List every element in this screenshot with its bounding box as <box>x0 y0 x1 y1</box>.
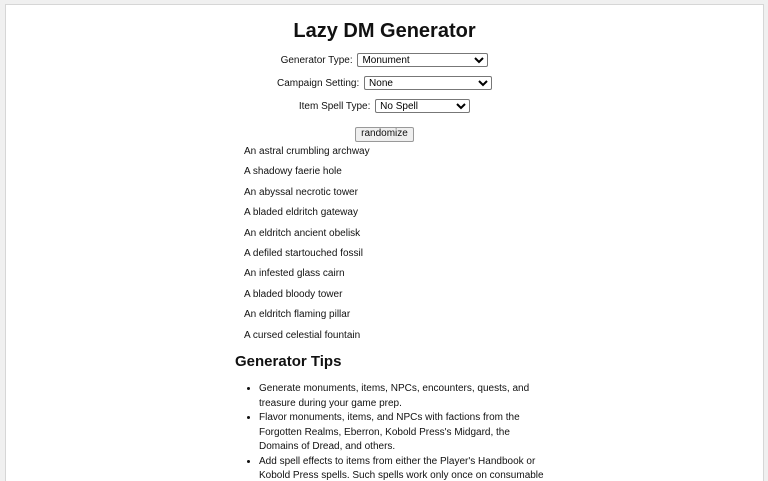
results-list <box>244 145 370 349</box>
result-item: A shadowy faerie hole <box>244 165 370 185</box>
page-frame <box>5 4 764 481</box>
item-spell-type-select[interactable] <box>375 99 470 113</box>
tips-list <box>245 382 549 481</box>
campaign-setting-row <box>6 76 763 91</box>
result-item: An eldritch ancient obelisk <box>244 227 370 247</box>
result-item: A bladed eldritch gateway <box>244 206 370 226</box>
result-item: A cursed celestial fountain <box>244 329 370 349</box>
page-title: Lazy DM Generator <box>6 19 763 43</box>
item-spell-type-row <box>6 99 763 114</box>
tip-item: • Add spell effects to items from either the Player's Handbook or Kobold Press spells. Such spells work only once on consumable <box>259 455 549 481</box>
result-item: An astral crumbling archway <box>244 145 370 165</box>
tip-item: • Flavor monuments, items, and NPCs with factions from the Forgotten Realms, Eberron, Kobold Press's Midgard, the Domains of Dread, and others. <box>259 411 549 455</box>
generator-type-row <box>6 53 763 68</box>
generator-type-select[interactable] <box>357 53 488 67</box>
result-item: A defiled startouched fossil <box>244 247 370 267</box>
result-item: An infested glass cairn <box>244 267 370 287</box>
result-item: An abyssal necrotic tower <box>244 186 370 206</box>
tip-item: • Generate monuments, items, NPCs, encounters, quests, and treasure during your game prep. <box>259 382 549 411</box>
campaign-setting-select[interactable] <box>364 76 492 90</box>
generator-type-label: Generator Type: <box>281 55 353 66</box>
result-item: A bladed bloody tower <box>244 288 370 308</box>
campaign-setting-label: Campaign Setting: <box>277 78 359 89</box>
result-item: An eldritch flaming pillar <box>244 308 370 328</box>
randomize-button[interactable]: randomize <box>355 127 414 142</box>
tips-heading: Generator Tips <box>235 353 341 371</box>
randomize-wrap <box>6 123 763 142</box>
item-spell-type-label: Item Spell Type: <box>299 101 371 112</box>
